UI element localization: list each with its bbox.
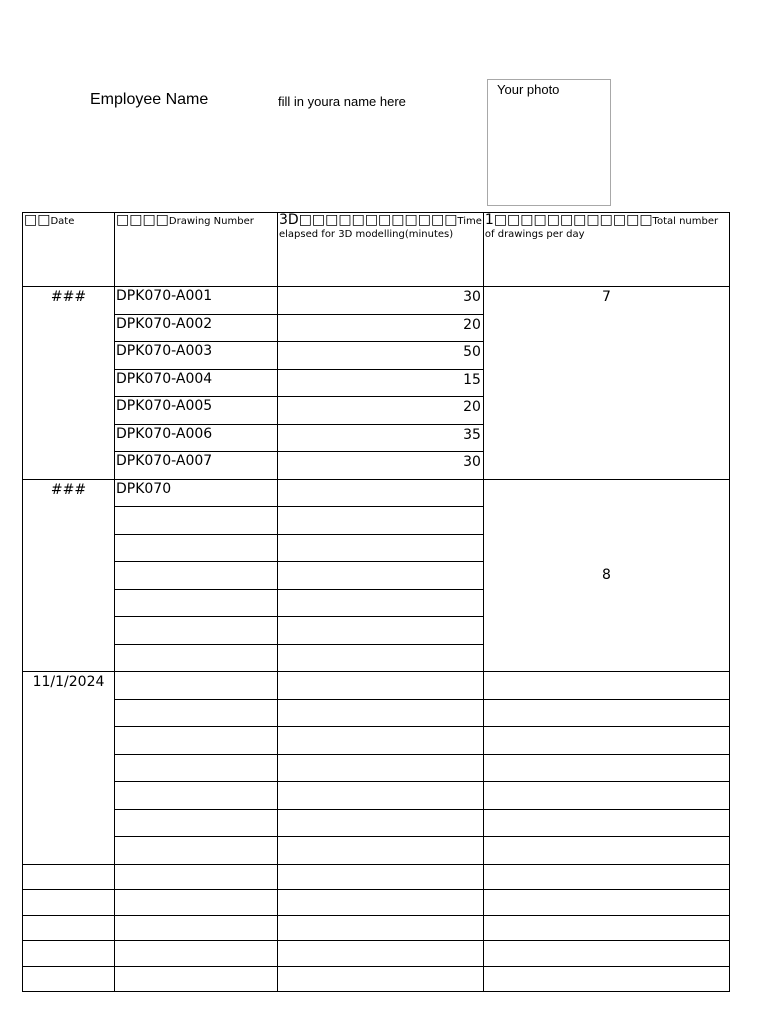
total-drawings-cell[interactable] [483, 941, 729, 967]
blank-row [23, 941, 730, 967]
date-cell[interactable] [23, 966, 115, 992]
table-row [23, 837, 730, 865]
drawing-number-cell[interactable] [115, 644, 278, 672]
drawing-number-cell[interactable] [115, 754, 278, 782]
drawing-number-cell[interactable] [115, 966, 278, 992]
minutes-cell[interactable]: 30 [278, 287, 484, 315]
date-cell[interactable]: ### [23, 287, 115, 480]
table-row [23, 782, 730, 810]
minutes-cell[interactable] [278, 864, 484, 890]
table-row [23, 754, 730, 782]
minutes-cell[interactable] [278, 915, 484, 941]
minutes-cell[interactable] [278, 507, 484, 535]
blank-row [23, 890, 730, 916]
minutes-cell[interactable]: 20 [278, 314, 484, 342]
minutes-cell[interactable] [278, 941, 484, 967]
minutes-cell[interactable] [278, 966, 484, 992]
date-cell[interactable]: ### [23, 479, 115, 672]
blank-row [23, 966, 730, 992]
total-drawings-cell[interactable] [483, 966, 729, 992]
minutes-cell[interactable] [278, 809, 484, 837]
table-row [23, 287, 730, 315]
minutes-cell[interactable] [278, 754, 484, 782]
minutes-cell[interactable] [278, 644, 484, 672]
minutes-cell[interactable]: 20 [278, 397, 484, 425]
date-cell[interactable] [23, 915, 115, 941]
drawing-number-cell[interactable] [115, 699, 278, 727]
photo-label: Your photo [497, 82, 560, 97]
photo-placeholder[interactable] [487, 79, 611, 206]
minutes-cell[interactable] [278, 890, 484, 916]
drawing-number-cell[interactable]: DPK070-A002 [115, 314, 278, 342]
total-drawings-cell[interactable] [483, 915, 729, 941]
timesheet-table [22, 212, 730, 992]
minutes-cell[interactable] [278, 479, 484, 507]
col-header-total-drawings[interactable]: 1□□□□□□□□□□□□Total number of drawings per day [483, 213, 729, 287]
table-row [23, 479, 730, 507]
drawing-number-cell[interactable]: DPK070-A003 [115, 342, 278, 370]
total-drawings-cell[interactable]: 7 [483, 287, 729, 480]
minutes-cell[interactable] [278, 727, 484, 755]
header-row [23, 213, 730, 287]
total-drawings-cell[interactable] [483, 890, 729, 916]
drawing-number-cell[interactable]: DPK070-A004 [115, 369, 278, 397]
drawing-number-cell[interactable] [115, 589, 278, 617]
minutes-cell[interactable] [278, 617, 484, 645]
drawing-number-cell[interactable] [115, 782, 278, 810]
drawing-number-cell[interactable] [115, 672, 278, 700]
total-drawings-cell[interactable] [483, 754, 729, 782]
minutes-cell[interactable] [278, 837, 484, 865]
drawing-number-cell[interactable] [115, 941, 278, 967]
total-drawings-cell[interactable] [483, 672, 729, 700]
drawing-number-cell[interactable]: DPK070-A005 [115, 397, 278, 425]
minutes-cell[interactable]: 15 [278, 369, 484, 397]
total-drawings-cell[interactable]: 8 [483, 479, 729, 672]
drawing-number-cell[interactable] [115, 562, 278, 590]
minutes-cell[interactable] [278, 672, 484, 700]
drawing-number-cell[interactable] [115, 837, 278, 865]
drawing-number-cell[interactable]: DPK070-A006 [115, 424, 278, 452]
drawing-number-cell[interactable]: DPK070-A001 [115, 287, 278, 315]
minutes-cell[interactable] [278, 699, 484, 727]
total-drawings-cell[interactable] [483, 837, 729, 865]
total-drawings-cell[interactable] [483, 699, 729, 727]
drawing-number-cell[interactable]: DPK070-A007 [115, 452, 278, 480]
total-drawings-cell[interactable] [483, 809, 729, 837]
total-drawings-cell[interactable] [483, 727, 729, 755]
drawing-number-cell[interactable] [115, 507, 278, 535]
blank-row [23, 864, 730, 890]
date-cell[interactable] [23, 941, 115, 967]
drawing-number-cell[interactable] [115, 864, 278, 890]
drawing-number-cell[interactable] [115, 809, 278, 837]
total-drawings-cell[interactable] [483, 864, 729, 890]
minutes-cell[interactable] [278, 534, 484, 562]
drawing-number-cell[interactable] [115, 534, 278, 562]
minutes-cell[interactable]: 50 [278, 342, 484, 370]
col-header-drawing-number[interactable]: □□□□Drawing Number [115, 213, 278, 287]
minutes-cell[interactable] [278, 589, 484, 617]
drawing-number-cell[interactable] [115, 915, 278, 941]
minutes-cell[interactable] [278, 782, 484, 810]
minutes-cell[interactable]: 35 [278, 424, 484, 452]
employee-name-label: Employee Name [90, 91, 209, 108]
drawing-number-cell[interactable]: DPK070 [115, 479, 278, 507]
drawing-number-cell[interactable] [115, 727, 278, 755]
table-row [23, 727, 730, 755]
date-cell[interactable] [23, 864, 115, 890]
employee-name-field[interactable]: fill in youra name here [278, 94, 406, 109]
blank-row [23, 915, 730, 941]
col-header-date[interactable]: □□Date [23, 213, 115, 287]
date-cell[interactable] [23, 890, 115, 916]
total-drawings-cell[interactable] [483, 782, 729, 810]
drawing-number-cell[interactable] [115, 890, 278, 916]
drawing-number-cell[interactable] [115, 617, 278, 645]
date-cell[interactable]: 11/1/2024 [23, 672, 115, 865]
table-row [23, 672, 730, 700]
minutes-cell[interactable]: 30 [278, 452, 484, 480]
minutes-cell[interactable] [278, 562, 484, 590]
table-row [23, 699, 730, 727]
col-header-time-elapsed[interactable]: 3D□□□□□□□□□□□□Time elapsed for 3D modelling(minutes) [278, 213, 484, 287]
table-row [23, 809, 730, 837]
